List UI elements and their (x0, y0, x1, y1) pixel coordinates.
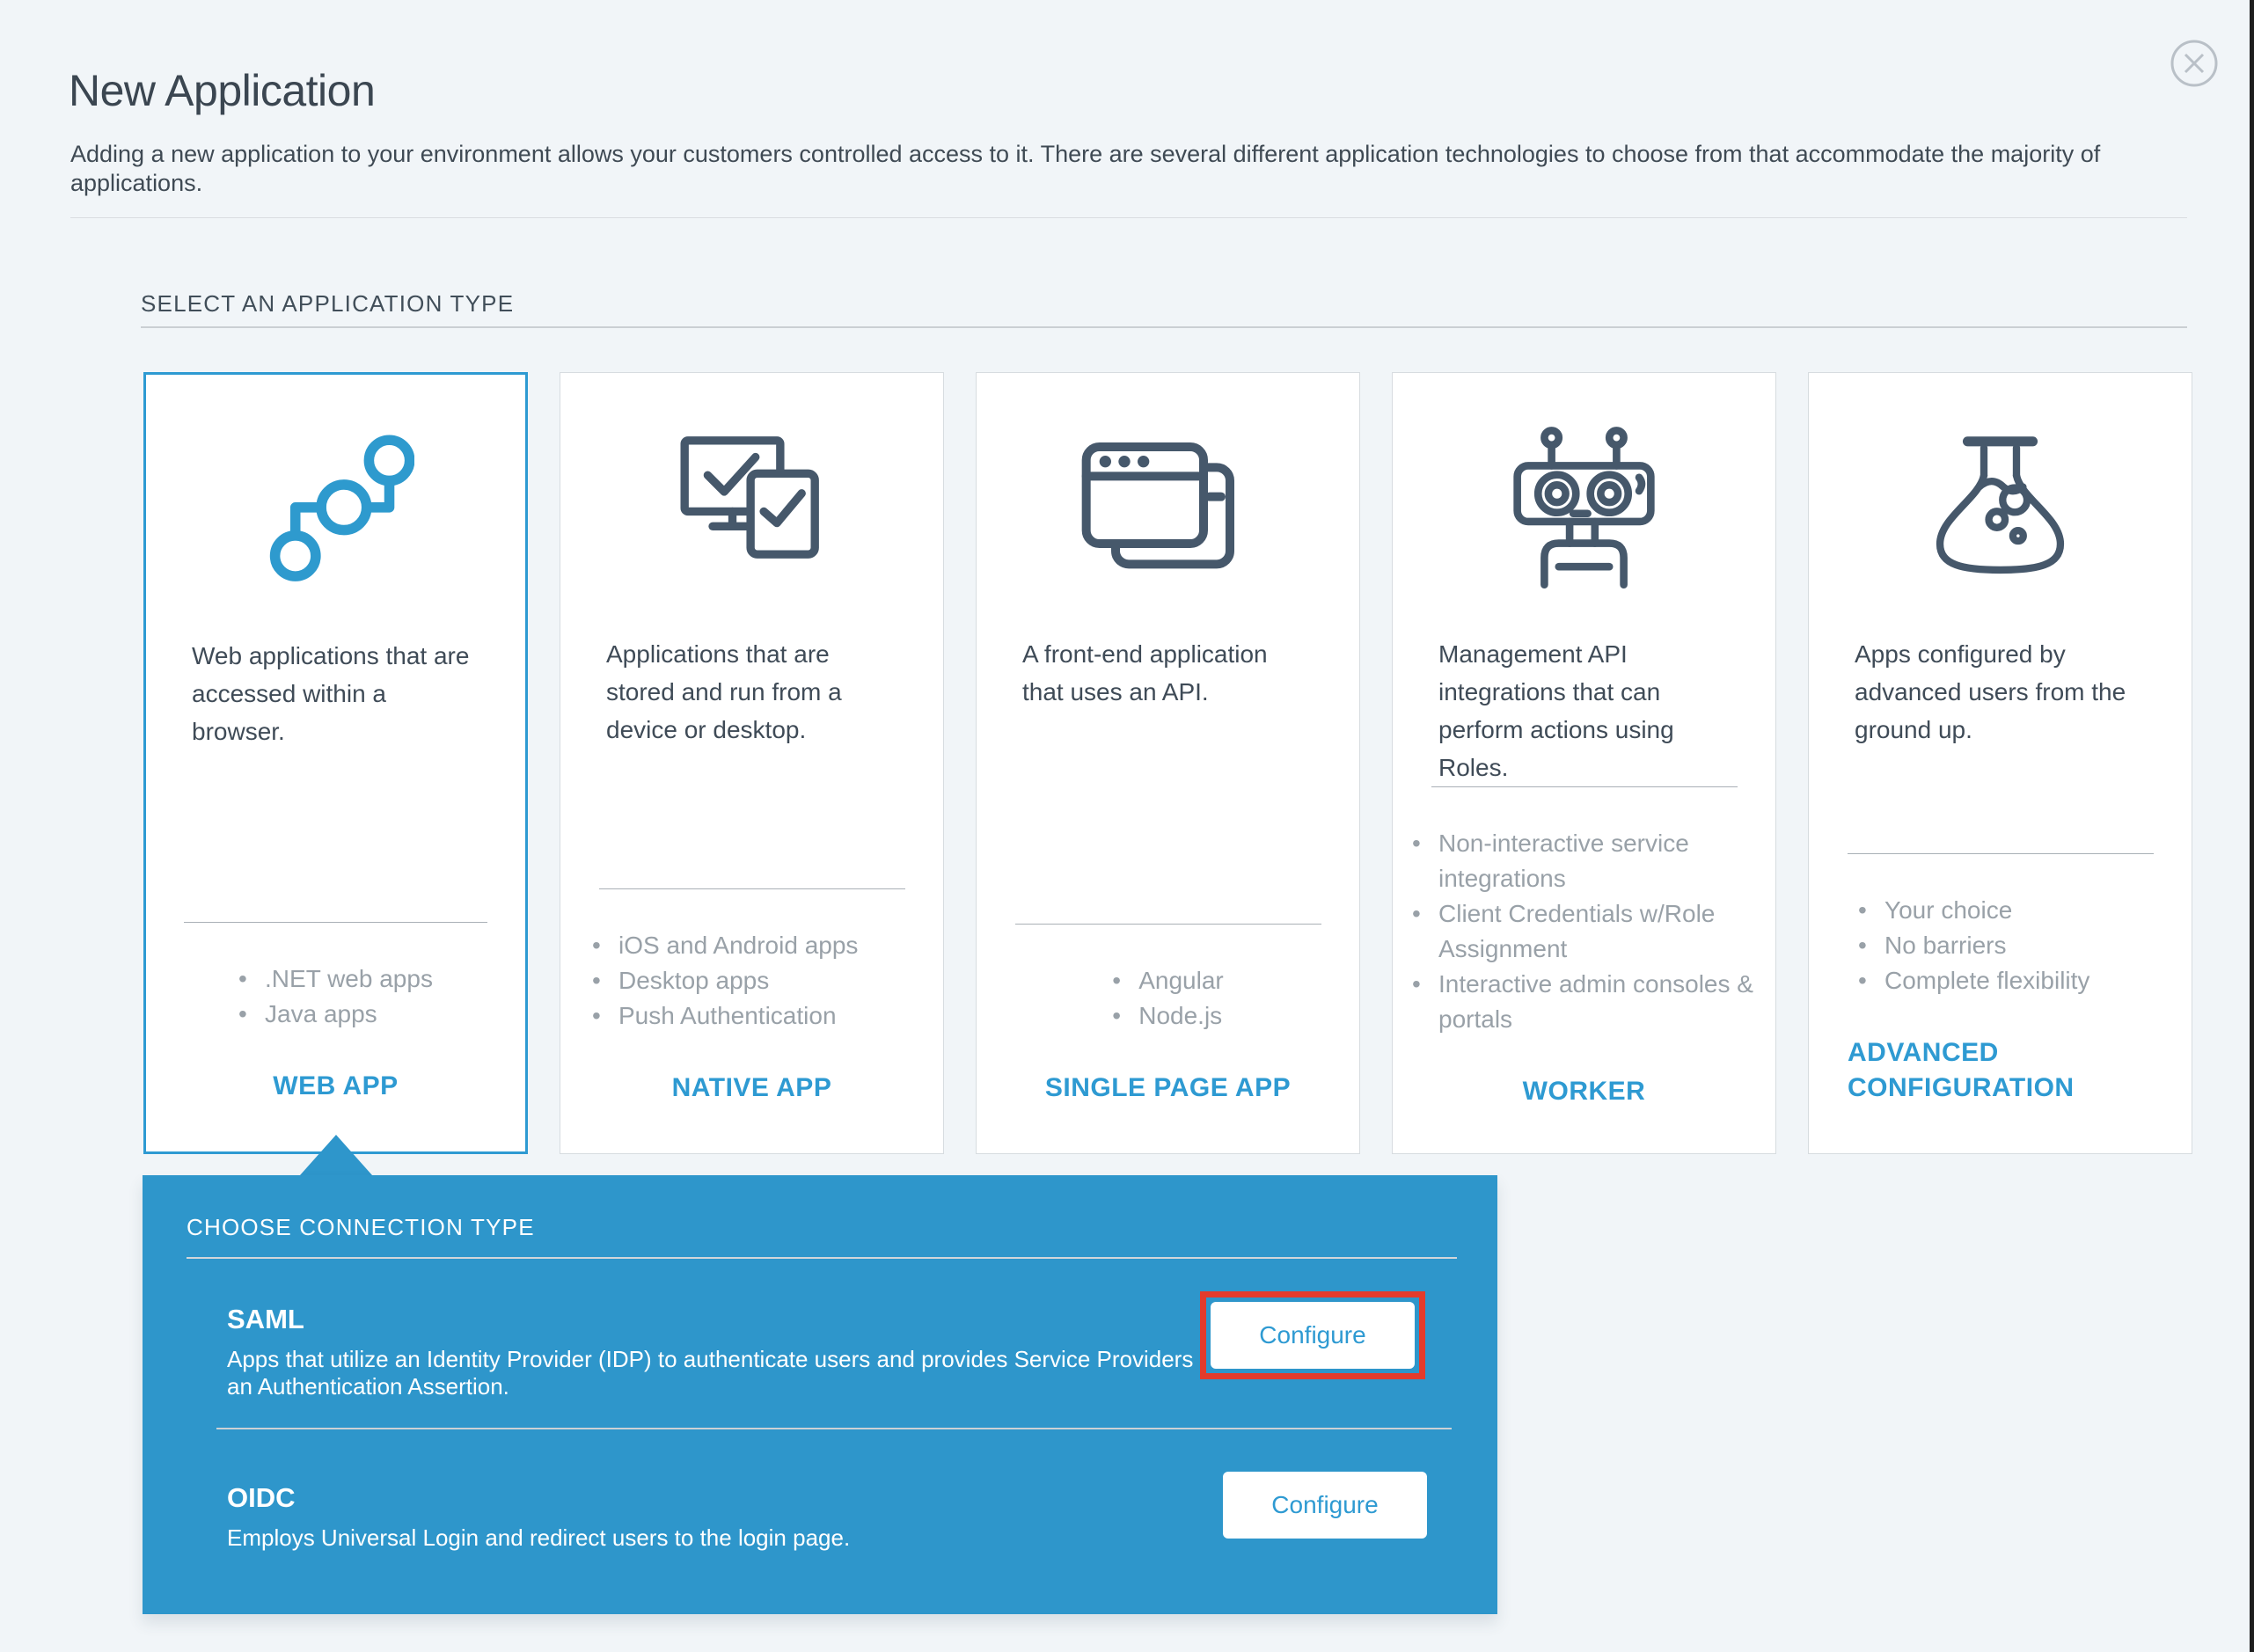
devices-check-icon (560, 373, 943, 635)
bullet-item: • Java apps (238, 997, 433, 1032)
card-bullet-list (1112, 963, 1224, 1034)
card-single-page-app[interactable] (976, 372, 1360, 1154)
robot-icon (1393, 373, 1775, 635)
card-bullet-list (1809, 893, 2192, 998)
bullet-item: • Node.js (1112, 998, 1224, 1034)
oidc-option-title: OIDC (227, 1482, 296, 1513)
bullet-item: • iOS and Android apps (592, 928, 926, 963)
card-bullet-list (560, 928, 943, 1034)
bullet-item: • Angular (1112, 963, 1224, 998)
dialog-description: Adding a new application to your environment allows your customers controlled access to it. There are several different application technologies to choose from that accommodate the majority of applications. (70, 141, 2101, 196)
divider (70, 217, 2187, 218)
section-label: SELECT AN APPLICATION TYPE (141, 290, 515, 317)
card-label: SINGLE PAGE APP (1044, 1073, 1292, 1102)
connection-type-panel (143, 1175, 1497, 1614)
card-bullet-list (238, 961, 433, 1032)
card-advanced-configuration[interactable] (1808, 372, 2192, 1154)
bullet-item: • Interactive admin consoles & portals (1412, 967, 1763, 1037)
card-native-app[interactable] (560, 372, 944, 1154)
bullet-item: • .NET web apps (238, 961, 433, 997)
divider (1015, 924, 1321, 925)
divider (1848, 853, 2154, 854)
bullet-item: • Desktop apps (592, 963, 926, 998)
divider (187, 1257, 1457, 1259)
connection-panel-header: CHOOSE CONNECTION TYPE (187, 1214, 535, 1240)
card-label: ADVANCED CONFIGURATION (1848, 1038, 2075, 1102)
close-button[interactable] (2170, 39, 2219, 88)
divider (1431, 786, 1738, 787)
card-description: Web applications that are accessed within a browser. (192, 642, 470, 745)
bullet-item: • Your choice (1858, 893, 2179, 928)
oidc-configure-button[interactable]: Configure (1223, 1472, 1427, 1539)
annotation-highlight (1200, 1291, 1425, 1379)
divider (184, 922, 487, 923)
page-title: New Application (69, 65, 376, 115)
selected-card-pointer (300, 1135, 372, 1175)
browser-windows-icon (977, 373, 1359, 635)
card-description: Applications that are stored and run from a device or desktop. (606, 640, 842, 743)
screen-edge (2250, 0, 2254, 1652)
card-web-app[interactable] (143, 372, 528, 1154)
bullet-item: • Push Authentication (592, 998, 926, 1034)
close-icon (2170, 77, 2219, 91)
flask-icon (1809, 373, 2192, 635)
card-worker[interactable] (1392, 372, 1776, 1154)
node-graph-icon (146, 375, 525, 637)
divider (216, 1428, 1452, 1429)
saml-option-title: SAML (227, 1304, 304, 1334)
bullet-item: • Complete flexibility (1858, 963, 2179, 998)
card-label: NATIVE APP (671, 1073, 832, 1102)
card-bullet-list (1393, 826, 1775, 1037)
saml-configure-button[interactable]: Configure (1211, 1302, 1415, 1369)
divider (599, 888, 905, 889)
bullet-item: • No barriers (1858, 928, 2179, 963)
bullet-item: • Non-interactive service integrations (1412, 826, 1763, 896)
divider (141, 326, 2187, 328)
application-type-cards (143, 372, 2192, 1154)
card-description: Apps configured by advanced users from the ground up. (1855, 640, 2126, 743)
saml-option-description: Apps that utilize an Identity Provider (IDP) to authenticate users and provides Service Providers an Authentication Assertion. (227, 1346, 1194, 1400)
card-description: Management API integrations that can perform actions using Roles. (1438, 640, 1674, 781)
card-label: WORKER (1522, 1077, 1646, 1106)
oidc-option-description: Employs Universal Login and redirect users to the login page. (227, 1524, 851, 1551)
bullet-item: • Client Credentials w/Role Assignment (1412, 896, 1763, 967)
card-label: WEB APP (273, 1071, 399, 1100)
card-description: A front-end application that uses an API. (1022, 640, 1268, 705)
